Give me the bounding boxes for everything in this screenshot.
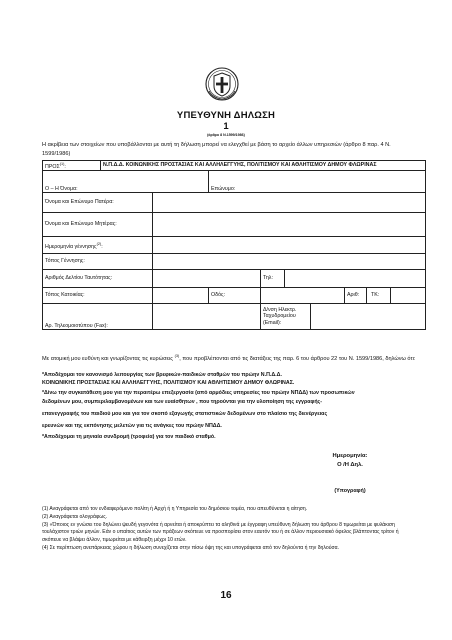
father-name-label: Όνομα και Επώνυμο Πατέρα: [43,193,153,213]
zip-label [367,288,391,304]
statement-line: επανεγγραφής του παιδιού μου και για τον σκοπό εξαγωγής στατιστικών δεδομένων στο πλαίσιο της διενέργειας [42,411,328,417]
email-label: Δ/νση Ηλεκτρ. Ταχυδρομείου (Εmail): [261,304,311,330]
name-field[interactable] [43,171,209,193]
intro-text: Η ακρίβεια των στοιχείων που υποβάλλονται με αυτή τη δήλωση μπορεί να ελεγχθεί με βάση το αρχείο άλλων υπηρεσιών (άρθρο 8 παρ. 4 Ν. 1599/1986) [42,142,391,157]
pros-label: ΠΡΟΣ$^{(1)}$: [43,161,101,171]
declaration-form-table [42,160,426,330]
street-label: Οδός: [209,288,261,304]
residence-field[interactable] [153,288,209,304]
pros-value: Ν.Π.Δ.Δ. ΚΟΙΝΩΝΙΚΗΣ ΠΡΟΣΤΑΣΙΑΣ ΚΑΙ ΑΛΛΗΛΕΓΓΥΗΣ, ΠΟΛΙΤΙΣΜΟΥ ΚΑΙ ΑΘΛΗΤΙΣΜΟΥ ΔΗΜΟΥ ΦΛΩΡΙΝΑΣ [101,161,426,171]
surname-field[interactable] [209,171,426,193]
birthplace-field[interactable] [153,254,426,270]
id-number-label: Αριθμός Δελτίου Ταυτότητας: [43,270,153,288]
footnote: (4) Σε περίπτωση ανεπάρκειας χώρου η δήλωση συνεχίζεται στην πίσω όψη της και υπογράφεται από τον δηλούντα ή την δηλούσα. [42,544,339,551]
name-label: Ο – Η Όνομα: [45,185,78,192]
declarant-label: Ο /Η Δηλ. [337,462,363,468]
surname-label: Επώνυμο: [211,185,236,192]
fax-field[interactable] [153,304,261,330]
street-number-label: Αριθ: [345,288,367,304]
footnote: (3) «Όποιος εν γνώσει του δηλώνει ψευδή γεγονότα ή αρνείται ή αποκρύπτει τα αληθινά με έγγραφη υπεύθυνη δήλωση του άρθρου 8 τιμωρείται με φυλάκιση τουλάχιστον τριών μηνών. Εάν ο υπαίτιος αυτών των πράξεων σκόπευε να προσπορίσει στον εαυτόν του ή σε άλλον περιουσιακό όφελος βλάπτοντας τρίτον ή σκόπευε να βλάψει άλλον, τιμωρείται με κάθειρξη μέχρι 10 ετών. [42,521,399,544]
footnote: (2) Αναγράφεται ολογράφως. [42,513,108,520]
street-field[interactable] [261,288,345,304]
statement-line: *Δίνω την συγκατάθεση μου για την περαιτέρω επεξεργασία (από αρμόδιες υπηρεσίες του πρώην ΝΠΔΔ) των προσωπικών [42,390,355,396]
fax-label: Αρ. Τηλεομοιοτύπου (Fax): [43,304,153,330]
date-label: Ημερομηνία: [332,453,368,459]
id-number-field[interactable] [153,270,261,288]
law-reference: (άρθρο 8 Ν.1599/1986) [207,133,245,137]
footnote: (1) Αναγράφεται από τον ενδιαφερόμενο πολίτη ή Αρχή ή η Υπηρεσία του δημόσιου τομέα, που απευθύνεται η αίτηση. [42,506,308,512]
father-name-field[interactable] [153,193,426,213]
birthdate-label: Ημερομηνία γέννησης$^{(2)}$: [43,237,153,254]
form-number: 1 [223,121,229,132]
document-title: ΥΠΕΥΘΥΝΗ ΔΗΛΩΣΗ [176,110,276,121]
mother-name-field[interactable] [153,213,426,237]
footnotes [42,506,418,553]
zip-label: ΤΚ: [371,292,380,299]
residence-label: Τόπος Κατοικίας: [43,288,153,304]
zip-field[interactable] [391,288,426,304]
greek-coat-of-arms-icon [205,67,239,101]
birthplace-label: Τόπος Γέννησης: [43,254,153,270]
statement-intro: Με ατομική μου ευθύνη και γνωρίζοντας τις κυρώσεις $^{(3)}$, που προβλέπονται από τις διατάξεις της παρ. 6 του άρθρου 22 του Ν. 1599/1986, δηλώνω ότι: [42,354,416,362]
statement-line: δεδομένων μου, συμπεριλαμβανομένων και των ευαίσθητων , που τηρούνται για την υλοποίηση της εγγραφής- [42,399,323,405]
statement-line: ερευνών και της εκπόνησης μελετών για τις ανάγκες του πρώην ΝΠΔΔ. [42,423,222,429]
phone-field[interactable] [285,270,426,288]
phone-label: Τηλ: [261,270,285,288]
statement-line: *Αποδέχομαι τον κανονισμό λειτουργίας των βρεφικών-παιδικών σταθμών του πρώην Ν.Π.Δ.Δ. [42,372,282,378]
statement-line: ΚΟΙΝΩΝΙΚΗΣ ΠΡΟΣΤΑΣΙΑΣ ΚΑΙ ΑΛΛΗΛΕΓΓΥΗΣ, ΠΟΛΙΤΙΣΜΟΥ ΚΑΙ ΑΘΛΗΤΙΣΜΟΥ ΔΗΜΟΥ ΦΛΩΡΙΝΑΣ. [42,380,295,386]
statement-line: *Αποδέχομαι τη μηνιαία συνδρομή (τροφεία) για τον παιδικό σταθμό. [42,434,216,440]
page-number: 16 [220,590,232,601]
mother-name-label: Όνομα και Επώνυμο Μητέρας: [43,213,153,237]
email-field[interactable] [311,304,426,330]
birthdate-field[interactable] [153,237,426,254]
signature-label: (Υπογραφή) [334,488,366,494]
